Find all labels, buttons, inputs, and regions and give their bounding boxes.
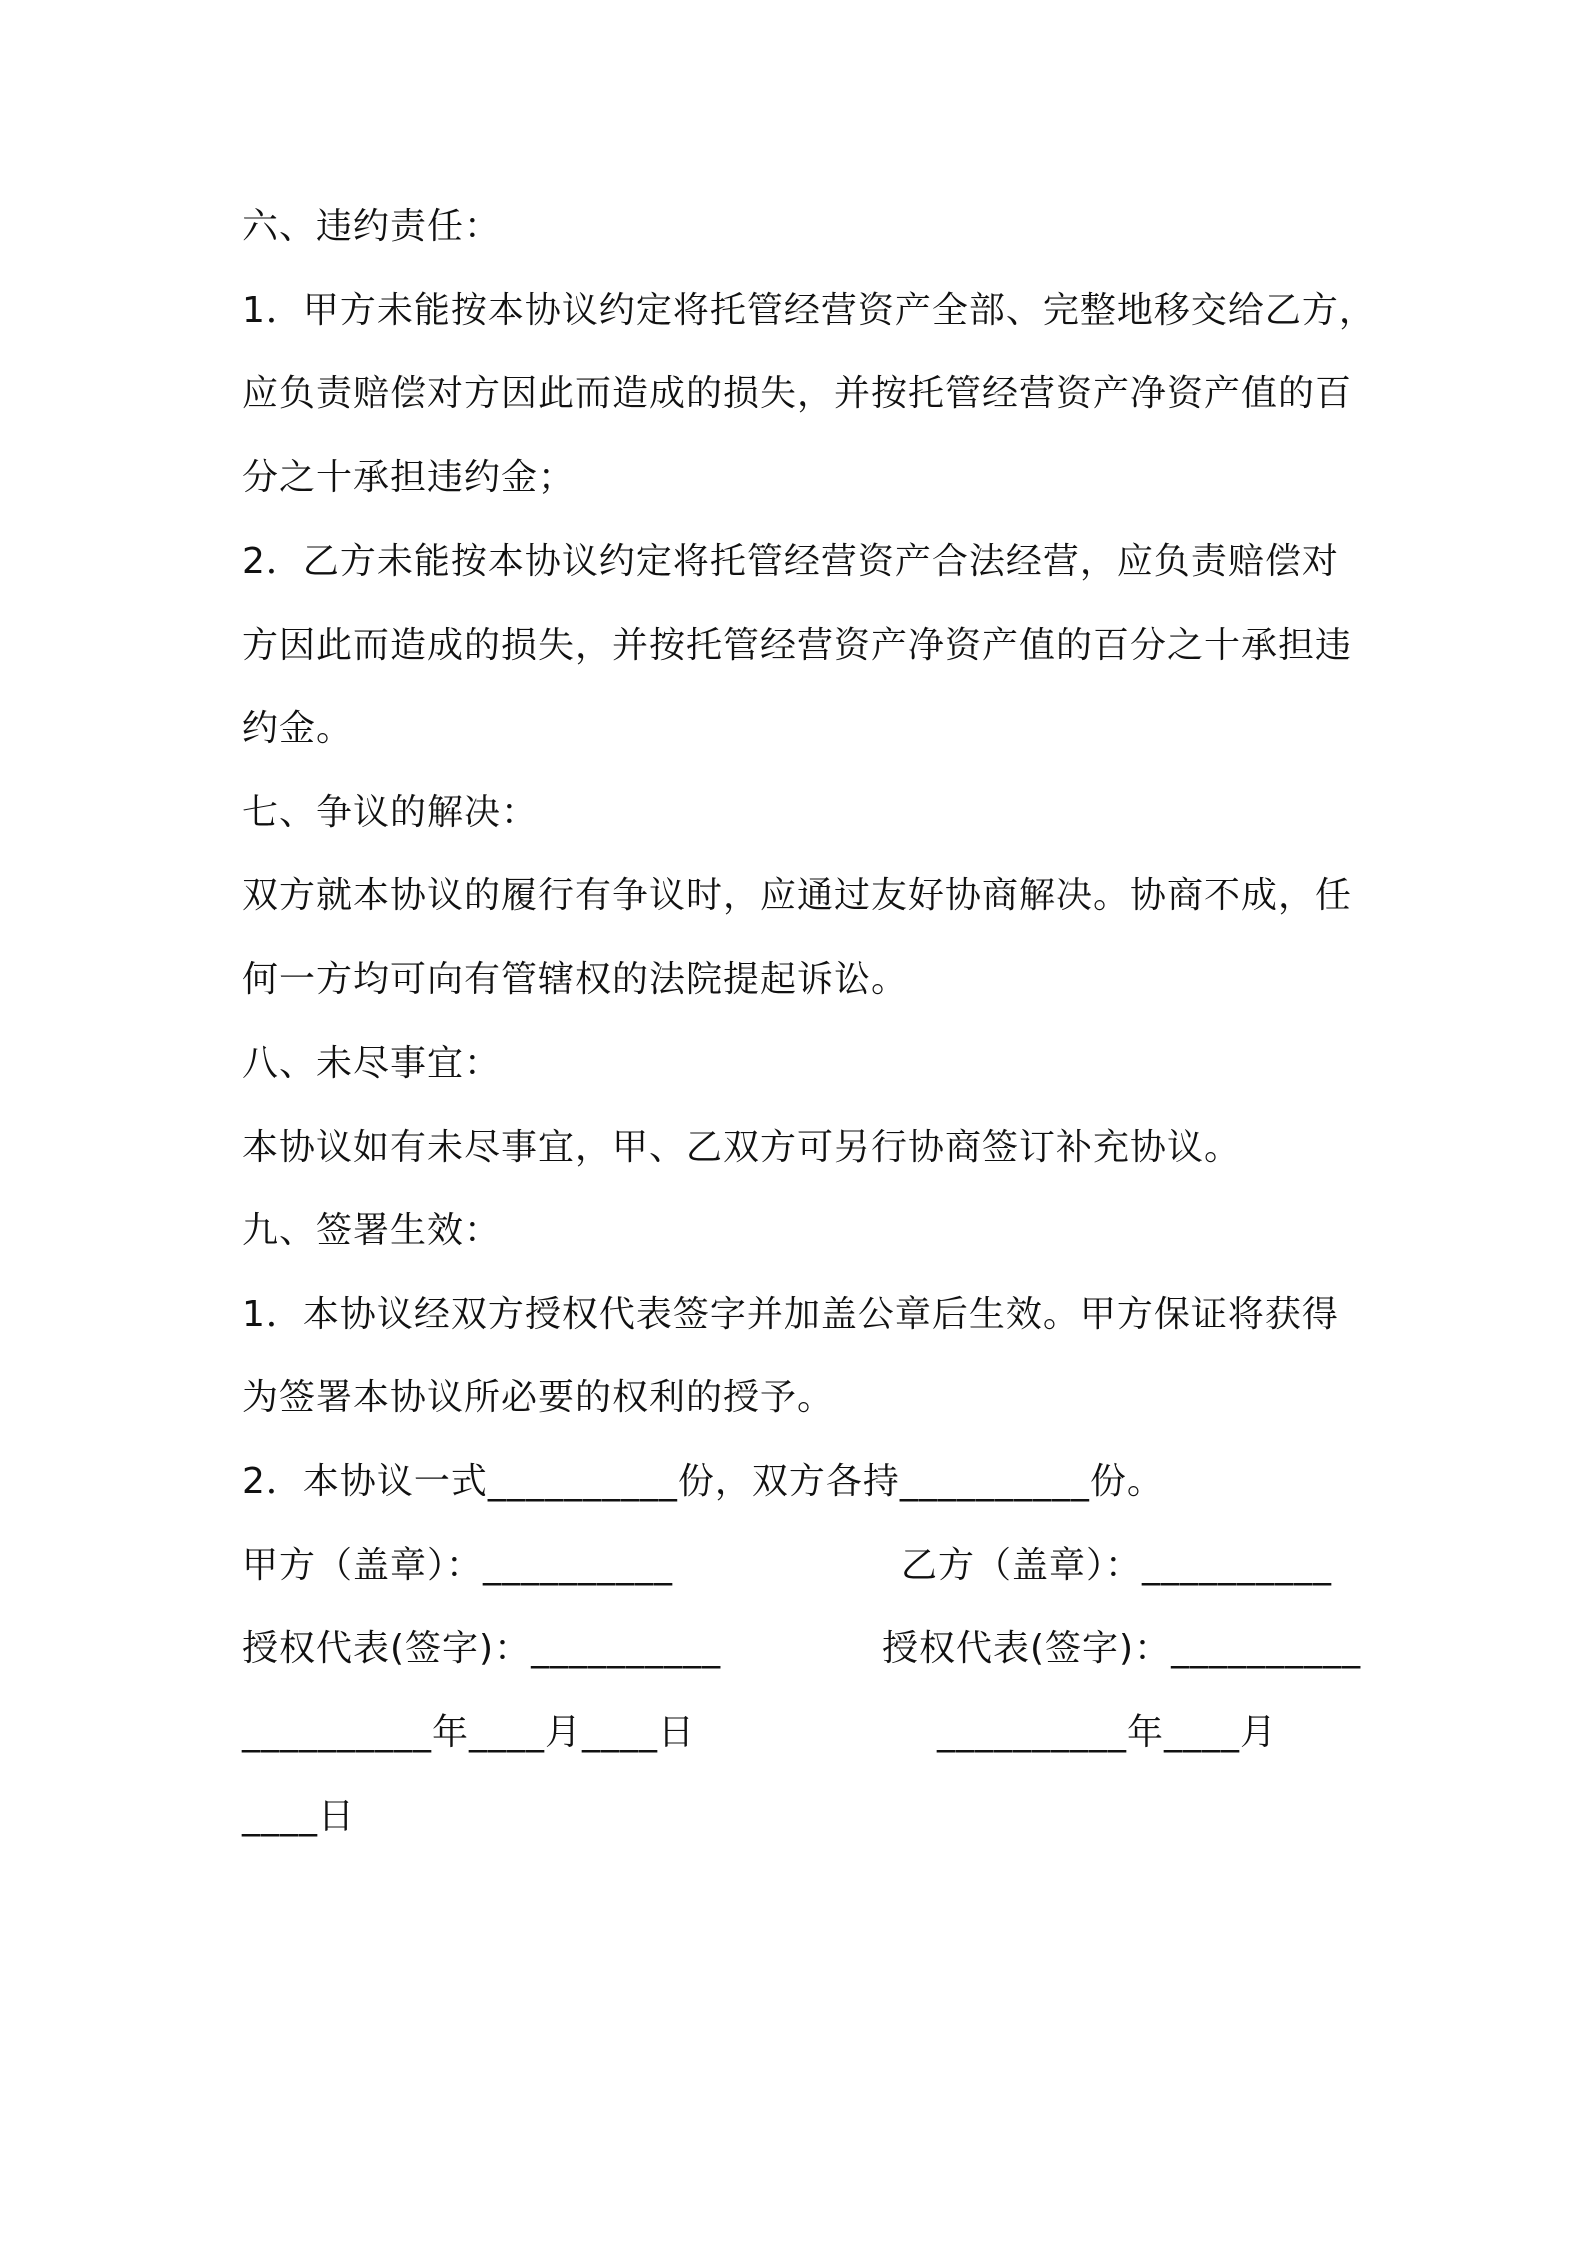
party-b-representative-field: 授权代表(签字)：__________ xyxy=(882,1628,1362,1669)
section-9-clause-1-line-1: 1．本协议经双方授权代表签字并加盖公章后生效。甲方保证将获得 xyxy=(242,1294,1339,1335)
party-b-seal-field: 乙方（盖章）：__________ xyxy=(901,1545,1333,1586)
section-6-clause-1-line-2: 应负责赔偿对方因此而造成的损失，并按托管经营资产净资产值的百 xyxy=(242,373,1353,414)
party-b-date-field: __________年____月 xyxy=(937,1712,1277,1753)
section-6-clause-1-line-1: 1．甲方未能按本协议约定将托管经营资产全部、完整地移交给乙方， xyxy=(242,290,1376,331)
party-b-date-day-field: ____日 xyxy=(242,1796,356,1837)
section-8-heading: 八、未尽事宜： xyxy=(242,1043,502,1084)
section-6-clause-2-line-1: 2．乙方未能按本协议约定将托管经营资产合法经营，应负责赔偿对 xyxy=(242,541,1339,582)
section-7-heading: 七、争议的解决： xyxy=(242,792,539,833)
party-a-seal-field: 甲方（盖章）：__________ xyxy=(242,1545,674,1586)
section-6-heading: 六、违约责任： xyxy=(242,206,502,247)
party-a-date-field: __________年____月____日 xyxy=(242,1712,695,1753)
section-9-heading: 九、签署生效： xyxy=(242,1210,502,1251)
section-6-clause-2-line-2: 方因此而造成的损失，并按托管经营资产净资产值的百分之十承担违 xyxy=(242,625,1353,666)
section-9-clause-1-line-2: 为签署本协议所必要的权利的授予。 xyxy=(242,1377,835,1418)
section-7-text-line-1: 双方就本协议的履行有争议时，应通过友好协商解决。协商不成，任 xyxy=(242,875,1353,916)
section-6-clause-1-line-3: 分之十承担违约金； xyxy=(242,457,576,498)
section-6-clause-2-line-3: 约金。 xyxy=(242,708,354,749)
section-8-text: 本协议如有未尽事宜，甲、乙双方可另行协商签订补充协议。 xyxy=(242,1127,1242,1168)
section-9-clause-2: 2．本协议一式__________份，双方各持__________份。 xyxy=(242,1461,1164,1502)
party-a-representative-field: 授权代表(签字)：__________ xyxy=(242,1628,722,1669)
section-7-text-line-2: 何一方均可向有管辖权的法院提起诉讼。 xyxy=(242,959,909,1000)
